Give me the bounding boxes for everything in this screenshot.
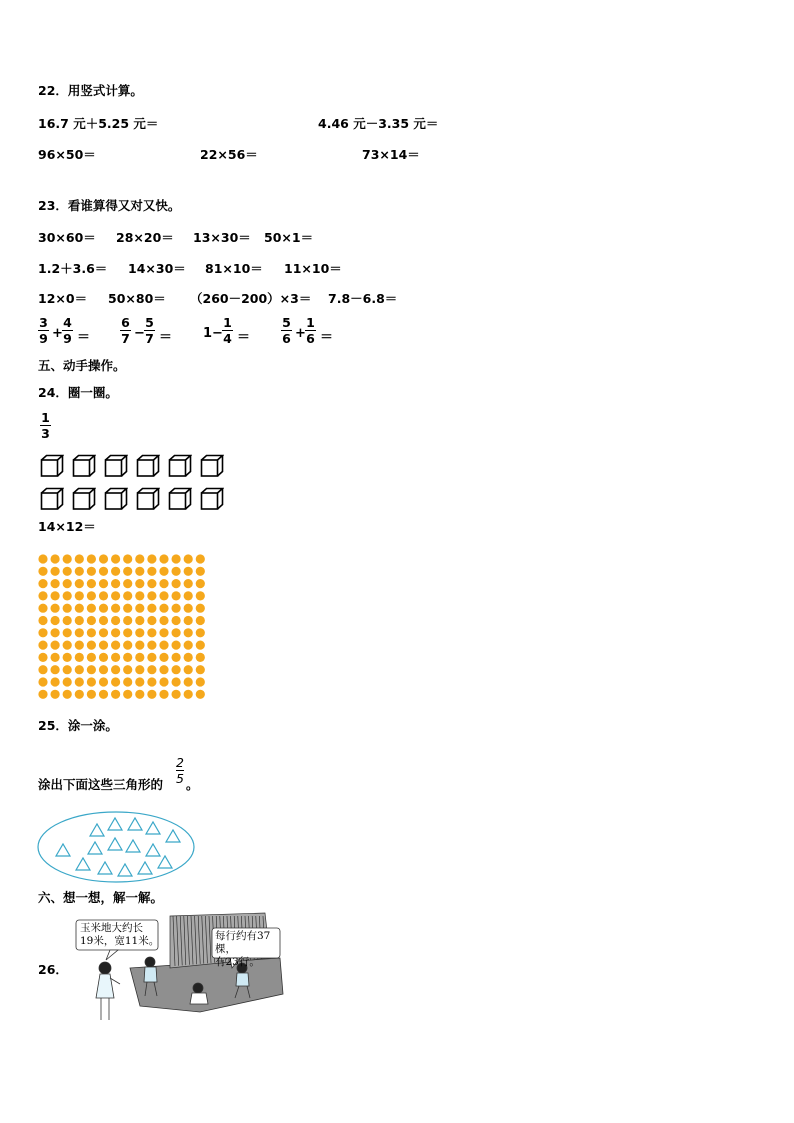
dot bbox=[63, 677, 72, 686]
cube bbox=[200, 454, 224, 478]
dot bbox=[196, 690, 205, 699]
dot bbox=[87, 690, 96, 699]
dot bbox=[159, 628, 168, 637]
equals-sign: ＝ bbox=[320, 330, 334, 345]
triangle bbox=[76, 858, 90, 870]
dot bbox=[87, 554, 96, 563]
dot bbox=[38, 616, 47, 625]
q23-r3-4: 7.8－6.8＝ bbox=[328, 291, 398, 306]
fraction-1-6: 1 6 bbox=[306, 315, 315, 347]
dot bbox=[123, 690, 132, 699]
dot bbox=[63, 616, 72, 625]
q24-fraction: 1 3 bbox=[41, 410, 50, 442]
dot bbox=[147, 628, 156, 637]
dot bbox=[147, 653, 156, 662]
dot bbox=[75, 591, 84, 600]
dot bbox=[123, 641, 132, 650]
dot bbox=[75, 567, 84, 576]
dot bbox=[99, 616, 108, 625]
dot bbox=[87, 641, 96, 650]
dot bbox=[51, 653, 60, 662]
section-5-title: 五、动手操作。 bbox=[38, 358, 126, 373]
dot bbox=[123, 653, 132, 662]
dot bbox=[147, 554, 156, 563]
dot bbox=[38, 653, 47, 662]
plus-sign: + bbox=[52, 326, 63, 341]
dot bbox=[135, 604, 144, 613]
dot bbox=[51, 554, 60, 563]
dot bbox=[99, 653, 108, 662]
q23-r2-1: 1.2＋3.6＝ bbox=[38, 261, 108, 276]
dot bbox=[172, 690, 181, 699]
plus-sign: + bbox=[295, 326, 306, 341]
dot bbox=[111, 665, 120, 674]
q23-r2-4: 11×10＝ bbox=[284, 261, 342, 276]
dot bbox=[172, 579, 181, 588]
q23-r3-1: 12×0＝ bbox=[38, 291, 88, 306]
dot bbox=[51, 567, 60, 576]
dot bbox=[184, 591, 193, 600]
dot bbox=[87, 677, 96, 686]
dot bbox=[63, 579, 72, 588]
dot-array bbox=[38, 554, 210, 702]
dot bbox=[87, 579, 96, 588]
triangle bbox=[166, 830, 180, 842]
dot bbox=[184, 641, 193, 650]
dot bbox=[135, 628, 144, 637]
dot bbox=[159, 604, 168, 613]
dot bbox=[63, 567, 72, 576]
q26-number: 26． bbox=[38, 962, 68, 977]
cornfield-illustration bbox=[70, 910, 285, 1025]
dot bbox=[135, 579, 144, 588]
triangle bbox=[108, 838, 122, 850]
dot bbox=[159, 677, 168, 686]
dot bbox=[135, 641, 144, 650]
q25-instruction: 涂出下面这些三角形的 bbox=[38, 777, 164, 792]
equals-sign: ＝ bbox=[77, 330, 91, 345]
dot bbox=[135, 567, 144, 576]
bubble-left-text: 玉米地大约长 19米，宽11米。 bbox=[80, 922, 160, 947]
equals-sign: ＝ bbox=[159, 330, 173, 345]
dot bbox=[111, 677, 120, 686]
dot bbox=[184, 604, 193, 613]
dot bbox=[172, 591, 181, 600]
dot bbox=[147, 591, 156, 600]
section-6-title: 六、想一想，解一解。 bbox=[38, 890, 164, 905]
dot bbox=[99, 690, 108, 699]
dot bbox=[99, 665, 108, 674]
fraction-5-7: 5 7 bbox=[145, 315, 154, 347]
triangle bbox=[90, 824, 104, 836]
q23-title: 23．看谁算得又对又快。 bbox=[38, 198, 181, 213]
dot bbox=[111, 591, 120, 600]
dot bbox=[184, 579, 193, 588]
dot bbox=[38, 677, 47, 686]
dot bbox=[75, 579, 84, 588]
dot bbox=[75, 554, 84, 563]
dot bbox=[172, 567, 181, 576]
q22-expr-2: 4.46 元－3.35 元＝ bbox=[318, 116, 439, 131]
dot bbox=[111, 653, 120, 662]
fraction-5-6: 5 6 bbox=[282, 315, 291, 347]
dot bbox=[99, 677, 108, 686]
bubble-right-text: 每行约有37棵， 有23行。 bbox=[215, 930, 271, 968]
dot bbox=[172, 616, 181, 625]
triangle bbox=[138, 862, 152, 874]
q23-r2-2: 14×30＝ bbox=[128, 261, 186, 276]
dot bbox=[159, 641, 168, 650]
dot bbox=[147, 677, 156, 686]
dot bbox=[99, 604, 108, 613]
dot bbox=[111, 690, 120, 699]
dot bbox=[75, 628, 84, 637]
dot bbox=[135, 616, 144, 625]
dot bbox=[111, 567, 120, 576]
dot bbox=[123, 591, 132, 600]
dot bbox=[196, 591, 205, 600]
dot bbox=[111, 554, 120, 563]
dot bbox=[196, 567, 205, 576]
triangle bbox=[56, 844, 70, 856]
dot bbox=[75, 690, 84, 699]
dot bbox=[38, 690, 47, 699]
dot bbox=[172, 604, 181, 613]
cube bbox=[104, 454, 128, 478]
q22-expr-3: 96×50＝ bbox=[38, 147, 96, 162]
dot bbox=[111, 604, 120, 613]
dot bbox=[51, 579, 60, 588]
triangle bbox=[88, 842, 102, 854]
dot bbox=[75, 677, 84, 686]
q23-r3-2: 50×80＝ bbox=[108, 291, 166, 306]
dot bbox=[196, 665, 205, 674]
q23-r1-3: 13×30＝ bbox=[193, 230, 251, 245]
dot bbox=[159, 665, 168, 674]
dot bbox=[87, 665, 96, 674]
dot bbox=[147, 641, 156, 650]
cube bbox=[72, 487, 96, 511]
dot bbox=[99, 554, 108, 563]
dot bbox=[159, 567, 168, 576]
cube bbox=[136, 454, 160, 478]
cube bbox=[168, 487, 192, 511]
q22-expr-4: 22×56＝ bbox=[200, 147, 258, 162]
dot bbox=[87, 591, 96, 600]
dot bbox=[38, 604, 47, 613]
q22-title: 22．用竖式计算。 bbox=[38, 83, 143, 98]
dot bbox=[159, 579, 168, 588]
dot bbox=[184, 628, 193, 637]
dot bbox=[159, 653, 168, 662]
dot bbox=[87, 628, 96, 637]
fraction-4-9: 4 9 bbox=[63, 315, 72, 347]
dot bbox=[123, 665, 132, 674]
dot bbox=[63, 628, 72, 637]
dot bbox=[123, 554, 132, 563]
dot bbox=[172, 665, 181, 674]
q22-expr-5: 73×14＝ bbox=[362, 147, 420, 162]
dot bbox=[63, 641, 72, 650]
dot bbox=[196, 554, 205, 563]
dot bbox=[196, 628, 205, 637]
dot bbox=[147, 690, 156, 699]
dot bbox=[38, 567, 47, 576]
dot bbox=[75, 616, 84, 625]
triangle bbox=[118, 864, 132, 876]
dot bbox=[87, 567, 96, 576]
dot bbox=[135, 653, 144, 662]
dot bbox=[172, 641, 181, 650]
dot bbox=[196, 677, 205, 686]
dot bbox=[123, 677, 132, 686]
dot bbox=[99, 641, 108, 650]
dot bbox=[51, 591, 60, 600]
triangle bbox=[146, 822, 160, 834]
triangle bbox=[108, 818, 122, 830]
triangle bbox=[126, 840, 140, 852]
dot bbox=[63, 604, 72, 613]
q23-r3-3: （260－200）×3＝ bbox=[190, 291, 312, 306]
fraction-1-4: 1 4 bbox=[223, 315, 232, 347]
dot bbox=[75, 665, 84, 674]
dot bbox=[135, 690, 144, 699]
dot bbox=[51, 665, 60, 674]
dot bbox=[123, 567, 132, 576]
dot bbox=[123, 579, 132, 588]
dot bbox=[184, 665, 193, 674]
dot bbox=[159, 690, 168, 699]
dot bbox=[38, 591, 47, 600]
cube bbox=[40, 454, 64, 478]
dot bbox=[147, 604, 156, 613]
dot bbox=[123, 604, 132, 613]
dot bbox=[63, 665, 72, 674]
dot bbox=[63, 554, 72, 563]
dot bbox=[99, 579, 108, 588]
q25-period: 。 bbox=[186, 777, 199, 792]
dot bbox=[196, 641, 205, 650]
dot bbox=[111, 616, 120, 625]
dot bbox=[123, 616, 132, 625]
dot bbox=[135, 677, 144, 686]
dot bbox=[172, 628, 181, 637]
dot bbox=[196, 579, 205, 588]
dot bbox=[38, 554, 47, 563]
q23-r2-3: 81×10＝ bbox=[205, 261, 263, 276]
dot bbox=[147, 665, 156, 674]
triangle bbox=[146, 844, 160, 856]
q24-expr: 14×12＝ bbox=[38, 519, 96, 534]
minus-sign: − bbox=[134, 326, 145, 341]
triangle-ellipse bbox=[36, 810, 196, 884]
dot bbox=[75, 653, 84, 662]
dot bbox=[123, 628, 132, 637]
dot bbox=[99, 567, 108, 576]
dot bbox=[63, 591, 72, 600]
dot bbox=[135, 665, 144, 674]
dot bbox=[184, 677, 193, 686]
dot bbox=[147, 567, 156, 576]
dot bbox=[38, 628, 47, 637]
dot bbox=[172, 554, 181, 563]
cube bbox=[40, 487, 64, 511]
dot bbox=[184, 690, 193, 699]
dot bbox=[38, 579, 47, 588]
dot bbox=[111, 641, 120, 650]
dot bbox=[111, 579, 120, 588]
dot bbox=[51, 690, 60, 699]
dot bbox=[75, 604, 84, 613]
dot bbox=[38, 641, 47, 650]
dot bbox=[87, 653, 96, 662]
dot bbox=[147, 616, 156, 625]
dot bbox=[99, 591, 108, 600]
cube bbox=[200, 487, 224, 511]
dot bbox=[184, 653, 193, 662]
q23-r1-1: 30×60＝ bbox=[38, 230, 96, 245]
q25-fraction: 2 5 bbox=[176, 755, 184, 787]
dot bbox=[196, 604, 205, 613]
cube bbox=[168, 454, 192, 478]
dot bbox=[184, 616, 193, 625]
one-minus: 1− bbox=[203, 326, 223, 341]
q22-expr-1: 16.7 元＋5.25 元＝ bbox=[38, 116, 159, 131]
fraction-3-9: 3 9 bbox=[39, 315, 48, 347]
dot bbox=[63, 653, 72, 662]
dot bbox=[87, 616, 96, 625]
cube bbox=[136, 487, 160, 511]
triangle bbox=[158, 856, 172, 868]
dot bbox=[184, 554, 193, 563]
dot bbox=[99, 628, 108, 637]
dot bbox=[196, 616, 205, 625]
q23-r1-2: 28×20＝ bbox=[116, 230, 174, 245]
dot bbox=[38, 665, 47, 674]
dot bbox=[135, 554, 144, 563]
cube bbox=[72, 454, 96, 478]
dot bbox=[51, 616, 60, 625]
dot bbox=[147, 579, 156, 588]
q23-r1-4: 50×1＝ bbox=[264, 230, 314, 245]
dot bbox=[172, 653, 181, 662]
q25-title: 25．涂一涂。 bbox=[38, 718, 118, 733]
triangle bbox=[128, 818, 142, 830]
equals-sign: ＝ bbox=[237, 330, 251, 345]
dot bbox=[184, 567, 193, 576]
dot bbox=[111, 628, 120, 637]
dot bbox=[51, 604, 60, 613]
dot bbox=[196, 653, 205, 662]
dot bbox=[172, 677, 181, 686]
dot bbox=[63, 690, 72, 699]
dot bbox=[159, 554, 168, 563]
dot bbox=[51, 628, 60, 637]
dot bbox=[87, 604, 96, 613]
dot bbox=[135, 591, 144, 600]
dot bbox=[75, 641, 84, 650]
q24-title: 24．圈一圈。 bbox=[38, 385, 118, 400]
fraction-6-7: 6 7 bbox=[121, 315, 130, 347]
dot bbox=[159, 616, 168, 625]
dot bbox=[51, 677, 60, 686]
triangle bbox=[98, 862, 112, 874]
cube bbox=[104, 487, 128, 511]
dot bbox=[51, 641, 60, 650]
dot bbox=[159, 591, 168, 600]
